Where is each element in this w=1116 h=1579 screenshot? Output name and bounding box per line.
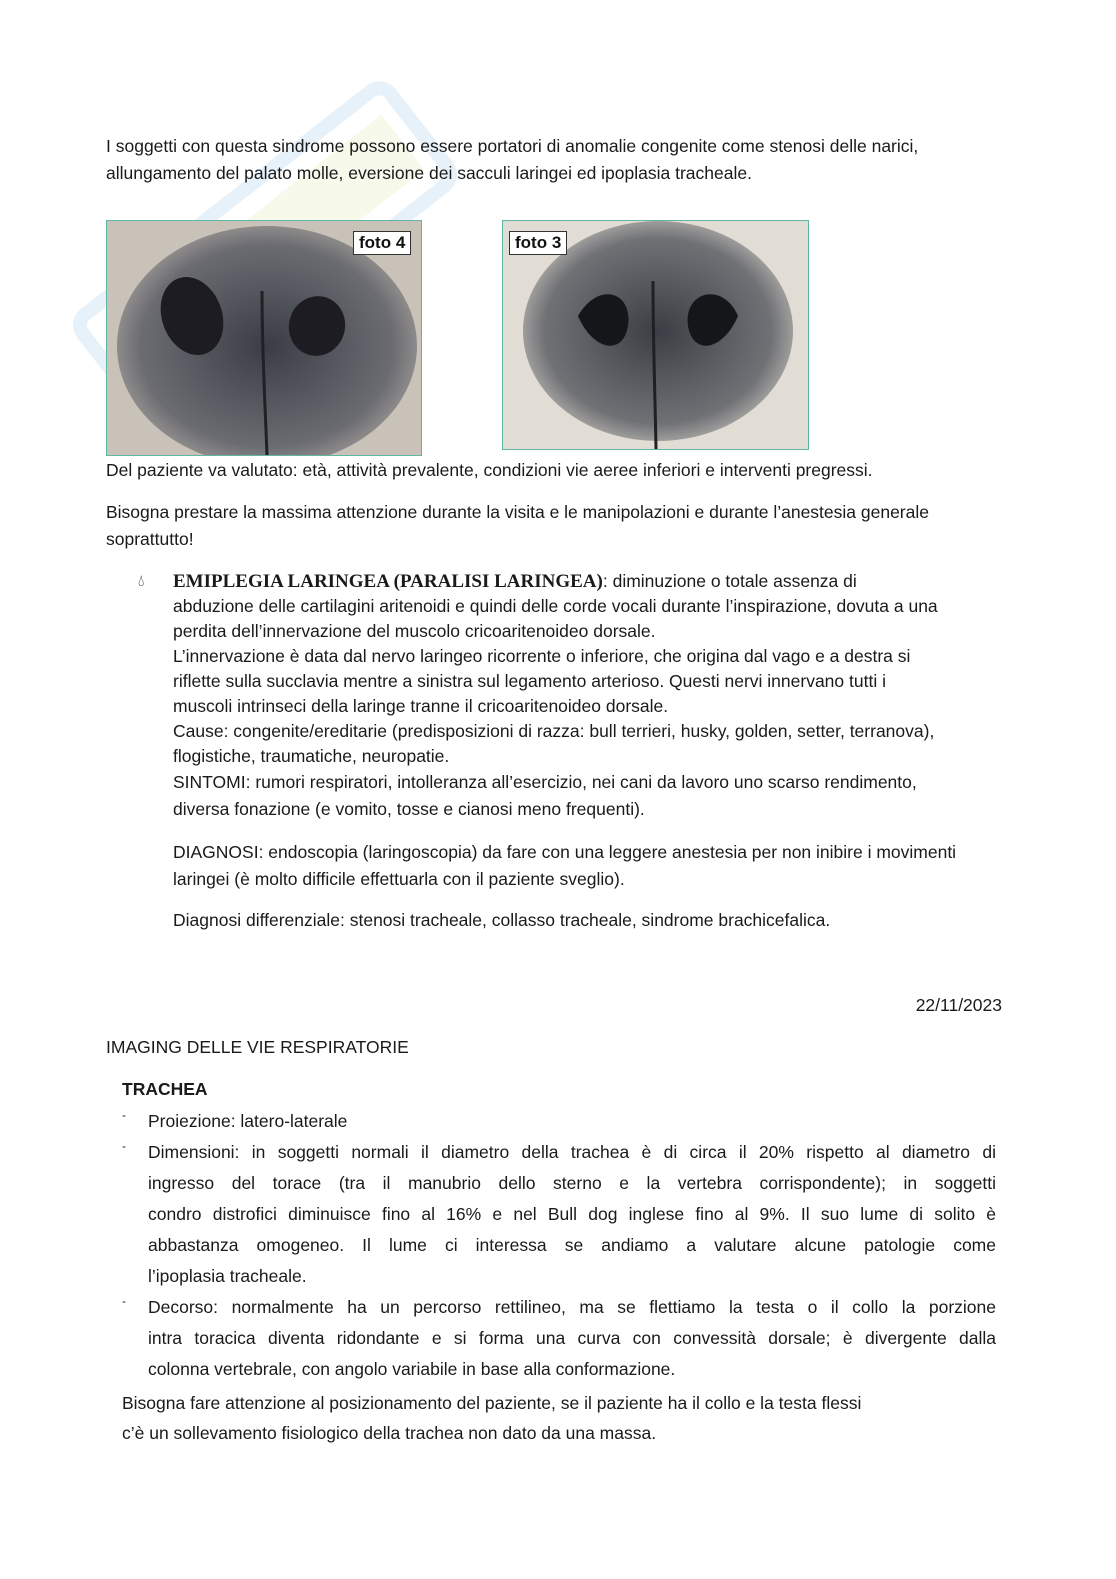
diagnosi-paragraph [173,839,1013,893]
date-label: 22/11/2023 [915,995,1002,1015]
emiplegia-section [173,569,1013,823]
nose-photo-4 [106,220,422,456]
emiplegia-line: riflette sulla succlavia mentre a sinistra sul legamento arterioso. Questi nervi innervano tutti i [173,671,886,691]
dash-bullet-icon: - [122,1139,126,1153]
emiplegia-line: perdita dell’innervazione del muscolo cricoaritenoideo dorsale. [173,621,656,641]
emiplegia-title-rest: : diminuzione o totale assenza di [602,571,857,591]
trachea-list-item [106,1106,1006,1137]
trachea-item-line: condro distrofici diminuisce fino al 16% e nel Bull dog inglese fino al 9%. Il suo lume di solito è [148,1204,996,1224]
trachea-item-line: ingresso del torace (tra il manubrio dello sterno e la vertebra corrispondente); in soggetti [148,1173,996,1193]
emiplegia-line: diversa fonazione (e vomito, tosse e cianosi meno frequenti). [173,799,645,819]
photo-4-label: foto 4 [353,231,411,255]
emiplegia-line: muscoli intrinseci della laringe tranne il cricoaritenoideo dorsale. [173,696,669,716]
emiplegia-first-line [173,569,1013,594]
dash-bullet-icon: - [122,1108,126,1122]
attenzione-line-1: Bisogna prestare la massima attenzione durante la visita e le manipolazioni e durante l’anestesia generale [106,502,929,522]
closing-line-2: c’è un sollevamento fisiologico della trachea non dato da una massa. [122,1423,657,1443]
emiplegia-line: abduzione delle cartilagini aritenoidi e quindi delle corde vocali durante l’inspirazione, dovuta a una [173,596,938,616]
trachea-item-line: colonna vertebrale, con angolo variabile in base alla conformazione. [148,1359,676,1379]
trachea-item-line: intra toracica diventa ridondante e si forma una curva con convessità dorsale; è divergente dalla [148,1328,996,1348]
paziente-paragraph: Del paziente va valutato: età, attività prevalente, condizioni vie aeree inferiori e interventi pregressi. [106,460,873,480]
closing-line-1: Bisogna fare attenzione al posizionamento del paziente, se il paziente ha il collo e la testa flessi [122,1393,862,1413]
emiplegia-lines [173,594,1013,823]
trachea-item-line: l’ipoplasia tracheale. [148,1266,307,1286]
intro-paragraph [106,133,1006,187]
emiplegia-line: Cause: congenite/ereditarie (predisposizioni di razza: bull terrieri, husky, golden, setter, terranova), [173,721,935,741]
dog-nose-stenotic-image [107,221,421,455]
diagnosi-line-2: laringei (è molto difficile effettuarla con il paziente sveglio). [173,869,625,889]
trachea-item-line: Dimensioni: in soggetti normali il diametro della trachea è di circa il 20% rispetto al diametro di [148,1142,996,1162]
trachea-heading: TRACHEA [122,1079,208,1099]
trachea-closing [122,1388,1002,1448]
emiplegia-title: EMIPLEGIA LARINGEA (PARALISI LARINGEA) [173,571,603,592]
diagnosi-differenziale: Diagnosi differenziale: stenosi tracheale, collasso tracheale, sindrome brachicefalica. [173,910,831,930]
attenzione-line-2: soprattutto! [106,529,194,549]
diagnosi-line-1: DIAGNOSI: endoscopia (laringoscopia) da fare con una leggere anestesia per non inibire i movimenti [173,842,957,862]
intro-line-1: I soggetti con questa sindrome possono essere portatori di anomalie congenite come stenosi delle narici, [106,136,919,156]
trachea-list-item [106,1292,1006,1385]
intro-line-2: allungamento del palato molle, eversione dei sacculi laringei ed ipoplasia tracheale. [106,163,752,183]
drop-bullet-icon: 💧︎ [138,573,145,590]
dash-bullet-icon: - [122,1294,126,1308]
trachea-item-line: abbastanza omogeneo. Il lume ci interessa se andiamo a valutare alcune patologie come [148,1235,996,1255]
trachea-item-line: Proiezione: latero-laterale [148,1111,348,1131]
dog-nose-normal-image [503,221,808,449]
trachea-item-line: Decorso: normalmente ha un percorso rettilineo, ma se flettiamo la testa o il collo la porzione [148,1297,996,1317]
emiplegia-line: flogistiche, traumatiche, neuropatie. [173,746,450,766]
emiplegia-line: SINTOMI: rumori respiratori, intolleranza all’esercizio, nei cani da lavoro uno scarso rendimento, [173,772,917,792]
emiplegia-line: L’innervazione è data dal nervo laringeo ricorrente o inferiore, che origina dal vago e a destra si [173,646,911,666]
nose-photo-3 [502,220,809,450]
trachea-list-item [106,1137,1006,1292]
trachea-list [106,1106,1006,1385]
imaging-title: IMAGING DELLE VIE RESPIRATORIE [106,1037,409,1057]
photo-3-label: foto 3 [509,231,567,255]
attenzione-paragraph [106,499,1006,553]
